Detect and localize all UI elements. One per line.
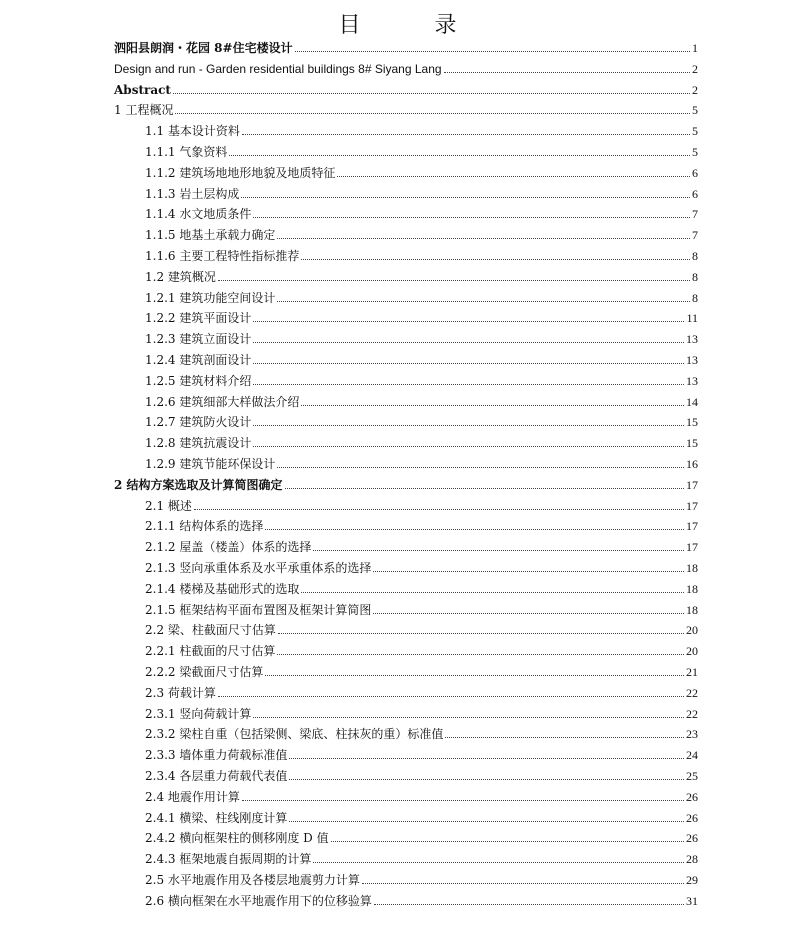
- toc-entry-title: 2.4.3 框架地震自振周期的计算: [145, 852, 312, 867]
- toc-page-number: 13: [686, 332, 698, 347]
- toc-page-number: 20: [686, 644, 698, 659]
- toc-entry[interactable]: [145, 288, 698, 309]
- toc-leader-dots: [301, 591, 684, 593]
- toc-page-number: 31: [686, 893, 698, 908]
- toc-entry-title: 1.1.5 地基土承载力确定: [145, 228, 276, 243]
- toc-page-number: 11: [686, 311, 698, 326]
- toc-page-number: 18: [686, 561, 698, 575]
- toc-page-number: 18: [686, 602, 698, 617]
- toc-entry-title: 2.2.2 梁截面尺寸估算: [145, 665, 264, 679]
- toc-page-number: 13: [686, 353, 698, 367]
- toc-page-number: 17: [686, 519, 698, 534]
- toc-page-number: 24: [686, 748, 698, 763]
- toc-leader-dots: [218, 695, 684, 697]
- toc-page-number: 5: [692, 124, 698, 139]
- toc-leader-dots: [253, 320, 684, 322]
- toc-leader-dots: [175, 112, 690, 114]
- toc-page-number: 15: [686, 436, 698, 451]
- toc-page-number: 13: [686, 373, 698, 388]
- toc-entry-title: 1.2.1 建筑功能空间设计: [145, 290, 276, 305]
- toc-entry-title: 1.2.2 建筑平面设计: [145, 311, 252, 326]
- toc-page-number: 8: [692, 269, 698, 284]
- toc-leader-dots: [374, 903, 684, 905]
- toc-entry[interactable]: [145, 787, 698, 808]
- toc-entry[interactable]: [145, 704, 698, 725]
- toc-entry[interactable]: [145, 641, 698, 662]
- toc-leader-dots: [313, 549, 684, 551]
- toc-leader-dots: [278, 632, 684, 634]
- toc-entry-title: 1.2.5 建筑材料介绍: [145, 373, 252, 388]
- toc-leader-dots: [277, 466, 684, 468]
- toc-entry-title: 2.5 水平地震作用及各楼层地震剪力计算: [145, 873, 360, 887]
- toc-entry[interactable]: [145, 745, 698, 766]
- toc-entry-title: 2.1.1 结构体系的选择: [145, 519, 264, 534]
- toc-page-number: 5: [692, 145, 698, 159]
- toc-entry-title: 2.1.5 框架结构平面布置图及框架计算简图: [145, 602, 372, 617]
- toc-entry[interactable]: [145, 329, 698, 350]
- toc-entry-title: 2.1 概述: [145, 498, 192, 513]
- toc-page-number: 23: [686, 727, 698, 742]
- toc-entry[interactable]: [145, 371, 698, 392]
- toc-entry-title: 2.1.2 屋盖（楼盖）体系的选择: [145, 540, 312, 555]
- toc-entry[interactable]: [145, 184, 698, 205]
- toc-entry-title: 2.4.1 横梁、柱线刚度计算: [145, 810, 288, 825]
- toc-leader-dots: [277, 300, 690, 302]
- toc-entry[interactable]: [114, 475, 698, 496]
- toc-entry[interactable]: [145, 433, 698, 454]
- toc-leader-dots: [253, 424, 684, 426]
- toc-entry-title: 1 工程概况: [114, 103, 174, 118]
- toc-entry[interactable]: [145, 849, 698, 870]
- toc-leader-dots: [331, 840, 684, 842]
- toc-page-number: 17: [686, 477, 698, 492]
- toc-entry-title: Design and run - Garden residential buildings 8# Siyang Lang: [114, 61, 442, 76]
- toc-leader-dots: [253, 362, 684, 364]
- toc-entry[interactable]: [145, 142, 698, 163]
- toc-leader-dots: [295, 50, 690, 52]
- toc-entry[interactable]: [145, 496, 698, 517]
- toc-page-number: 17: [686, 498, 698, 513]
- toc-entry-title: 1.1 基本设计资料: [145, 124, 240, 139]
- toc-entry[interactable]: [145, 454, 698, 475]
- toc-entry[interactable]: [114, 80, 698, 101]
- toc-leader-dots: [362, 882, 684, 884]
- toc-entry[interactable]: [145, 600, 698, 621]
- toc-entry[interactable]: [114, 59, 698, 80]
- toc-entry[interactable]: [145, 683, 698, 704]
- page-title: 目 录: [338, 13, 483, 38]
- toc-leader-dots: [253, 216, 690, 218]
- toc-entry[interactable]: [114, 38, 698, 59]
- toc-entry-title: 2.2.1 柱截面的尺寸估算: [145, 644, 276, 659]
- toc-entry-title: 1.1.3 岩土层构成: [145, 186, 240, 201]
- toc-page-number: 6: [692, 165, 698, 180]
- toc-page-number: 7: [692, 207, 698, 222]
- toc-entry[interactable]: [145, 267, 698, 288]
- toc-leader-dots: [373, 570, 684, 572]
- toc-entry[interactable]: [145, 662, 698, 683]
- toc-leader-dots: [301, 258, 690, 260]
- toc-entry[interactable]: [145, 412, 698, 433]
- toc-leader-dots: [301, 404, 684, 406]
- toc-page-number: 8: [692, 290, 698, 305]
- toc-leader-dots: [265, 528, 684, 530]
- toc-entry-title: 1.2.3 建筑立面设计: [145, 332, 252, 347]
- toc-leader-dots: [289, 820, 684, 822]
- toc-page-number: 26: [686, 831, 698, 846]
- toc-entry-title: 2.3.4 各层重力荷载代表值: [145, 769, 288, 783]
- toc-leader-dots: [194, 508, 684, 510]
- toc-leader-dots: [242, 799, 684, 801]
- toc-entry[interactable]: [145, 579, 698, 600]
- toc-entry-title: 2.1.4 楼梯及基础形式的选取: [145, 581, 300, 596]
- toc-entry-title: 1.2.4 建筑剖面设计: [145, 353, 252, 367]
- toc-page-number: 2: [692, 82, 698, 97]
- toc-page-number: 15: [686, 415, 698, 430]
- toc-leader-dots: [285, 487, 684, 489]
- toc-entry-title: 2.4 地震作用计算: [145, 789, 240, 804]
- toc-entry[interactable]: [145, 766, 698, 787]
- toc-page-number: 26: [686, 810, 698, 825]
- toc-page-number: 16: [686, 457, 698, 471]
- toc-entry[interactable]: [145, 121, 698, 142]
- toc-page-number: 20: [686, 623, 698, 638]
- toc-leader-dots: [313, 861, 684, 863]
- toc-entry[interactable]: [145, 724, 698, 745]
- toc-leader-dots: [277, 653, 684, 655]
- toc-leader-dots: [289, 757, 684, 759]
- toc-page-number: 1: [692, 41, 698, 55]
- toc-page-number: 18: [686, 581, 698, 596]
- toc-entry-title: 2.3.3 墙体重力荷载标准值: [145, 748, 288, 763]
- toc-entry-title: 1.2.7 建筑防火设计: [145, 415, 252, 430]
- toc-entry[interactable]: [145, 204, 698, 225]
- toc-entry[interactable]: [145, 870, 698, 891]
- toc-entry[interactable]: [145, 558, 698, 579]
- toc-leader-dots: [265, 674, 684, 676]
- toc-entry[interactable]: [145, 163, 698, 184]
- toc-leader-dots: [253, 341, 684, 343]
- toc-entry[interactable]: [145, 808, 698, 829]
- toc-entry[interactable]: [145, 350, 698, 371]
- toc-leader-dots: [173, 92, 690, 94]
- toc-leader-dots: [242, 133, 690, 135]
- toc-entry-title: 2.1.3 竖向承重体系及水平承重体系的选择: [145, 561, 372, 575]
- toc-entry-title: 1.1.6 主要工程特性指标推荐: [145, 249, 300, 263]
- toc-entry-title: 1.2.9 建筑节能环保设计: [145, 457, 276, 471]
- toc-page-number: 22: [686, 685, 698, 700]
- toc-entry-title: 2.3.2 梁柱自重（包括梁侧、梁底、柱抹灰的重）标准值: [145, 727, 444, 742]
- toc-page-number: 29: [686, 873, 698, 887]
- toc-entry-title: 1.1.1 气象资料: [145, 145, 228, 159]
- toc-page-number: 17: [686, 540, 698, 555]
- toc-leader-dots: [241, 196, 690, 198]
- toc-entry-title: 2.4.2 横向框架柱的侧移刚度 D 值: [145, 831, 329, 846]
- toc-entry[interactable]: [145, 828, 698, 849]
- toc-page-number: 14: [686, 394, 698, 409]
- toc-page-number: 8: [692, 249, 698, 263]
- toc-entry-title: 2.3.1 竖向荷载计算: [145, 706, 252, 721]
- toc-leader-dots: [337, 175, 690, 177]
- toc-leader-dots: [218, 279, 690, 281]
- toc-entry-title: 2.3 荷载计算: [145, 685, 216, 700]
- toc-entry[interactable]: [145, 308, 698, 329]
- toc-entry-title: 2 结构方案选取及计算简图确定: [114, 477, 283, 492]
- toc-page-number: 22: [686, 706, 698, 721]
- toc-leader-dots: [253, 383, 684, 385]
- toc-entry[interactable]: [145, 225, 698, 246]
- toc-page-number: 21: [686, 665, 698, 679]
- toc-entry[interactable]: [145, 246, 698, 267]
- toc-entry-title: 2.6 横向框架在水平地震作用下的位移验算: [145, 893, 372, 908]
- toc-page-number: 28: [686, 852, 698, 867]
- toc-leader-dots: [445, 736, 684, 738]
- toc-entry[interactable]: [145, 620, 698, 641]
- toc-entry-title: 1.1.2 建筑场地地形地貌及地质特征: [145, 165, 336, 180]
- toc-page-number: 7: [692, 228, 698, 243]
- toc-entry[interactable]: [145, 392, 698, 413]
- toc-entry[interactable]: [114, 100, 698, 121]
- toc-leader-dots: [277, 237, 690, 239]
- toc-entry-title: 1.1.4 水文地质条件: [145, 207, 252, 222]
- toc-leader-dots: [289, 778, 684, 780]
- toc-page-number: 26: [686, 789, 698, 804]
- toc-page-number: 6: [692, 186, 698, 201]
- toc-leader-dots: [373, 612, 684, 614]
- toc-page-number: 25: [686, 769, 698, 783]
- toc-leader-dots: [229, 154, 690, 156]
- toc-entry[interactable]: [145, 891, 698, 912]
- toc-entry[interactable]: [145, 537, 698, 558]
- toc-page-number: 2: [692, 61, 698, 76]
- toc-entry-title: 1.2.6 建筑细部大样做法介绍: [145, 394, 300, 409]
- toc-entry-title: 1.2 建筑概况: [145, 269, 216, 284]
- toc-leader-dots: [253, 445, 684, 447]
- toc-entry-title: 2.2 梁、柱截面尺寸估算: [145, 623, 276, 638]
- toc-leader-dots: [444, 71, 690, 73]
- toc-page-number: 5: [692, 103, 698, 118]
- toc-entry-title: 1.2.8 建筑抗震设计: [145, 436, 252, 451]
- toc-entry-title: 泗阳县朗润・花园 8#住宅楼设计: [114, 41, 293, 55]
- toc-leader-dots: [253, 716, 684, 718]
- toc-entry[interactable]: [145, 516, 698, 537]
- toc-entry-title: Abstract: [114, 82, 171, 97]
